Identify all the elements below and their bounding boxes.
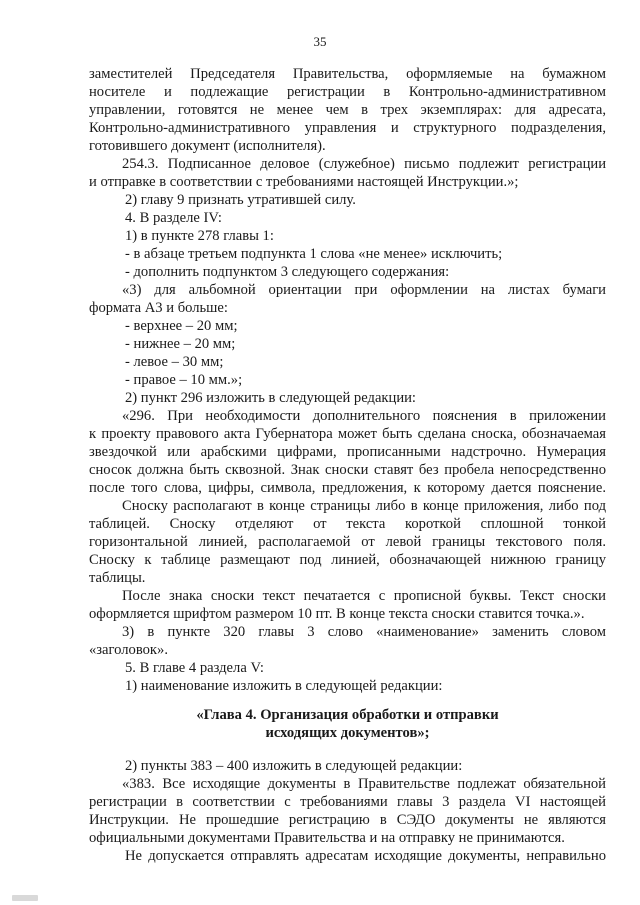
text-line: «3) для альбомной ориентации при оформлении на листах бумаги: [122, 282, 606, 298]
text-line: - в абзаце третьем подпункта 1 слова «не менее» исключить;: [125, 246, 503, 262]
text-line: формата А3 и больше:: [89, 300, 228, 316]
text-line: 1) в пункте 278 главы 1:: [125, 228, 274, 244]
chapter-heading-line: исходящих документов»;: [265, 725, 430, 741]
page-number: 35: [313, 34, 327, 49]
text-line: Контрольно-административного управления и структурного подразделения,: [89, 120, 606, 136]
text-line: носителе и подлежащие регистрации в Контрольно-административном: [89, 84, 606, 100]
text-line: - дополнить подпунктом 3 следующего содержания:: [125, 264, 450, 280]
text-line: горизонтальной линией, располагаемой от левой границы текстового поля.: [89, 534, 606, 550]
text-line: 2) главу 9 признать утратившей силу.: [125, 192, 356, 208]
scan-artifact: [12, 895, 38, 901]
text-line: 5. В главе 4 раздела V:: [125, 660, 264, 676]
text-line: «296. При необходимости дополнительного пояснения в приложении: [122, 408, 606, 424]
text-line: «заголовок».: [89, 642, 168, 658]
text-line: заместителей Председателя Правительства, оформляемые на бумажном: [89, 66, 606, 82]
text-line: После знака сноски текст печатается с прописной буквы. Текст сноски: [122, 588, 606, 604]
text-line: - верхнее – 20 мм;: [125, 318, 238, 334]
text-line: «383. Все исходящие документы в Правительстве подлежат обязательной: [122, 776, 606, 792]
text-line: 3) в пункте 320 главы 3 слово «наименование» заменить словом: [122, 624, 606, 640]
text-line: - левое – 30 мм;: [125, 354, 224, 370]
text-line: и отправке в соответствии с требованиями настоящей Инструкции.»;: [89, 174, 519, 190]
text-line: к проекту правового акта Губернатора может быть сделана сноска, обозначаемая: [89, 426, 606, 442]
text-line: 4. В разделе IV:: [125, 210, 222, 226]
text-line: 2) пункт 296 изложить в следующей редакции:: [125, 390, 416, 406]
text-line: готовившего документ (исполнителя).: [89, 138, 326, 154]
text-line: оформляется шрифтом размером 10 пт. В конце текста сноски ставится точка.».: [89, 606, 585, 622]
chapter-heading-line: «Глава 4. Организация обработки и отправки: [196, 707, 499, 723]
text-line: звездочкой или арабскими цифрами, прописанными надстрочно. Нумерация: [89, 444, 606, 460]
text-line: 1) наименование изложить в следующей редакции:: [125, 678, 443, 694]
text-line: Сноску располагают в конце страницы либо в конце приложения, либо под: [122, 498, 606, 514]
text-line: Не допускается отправлять адресатам исходящие документы, неправильно: [125, 848, 606, 864]
text-line: таблицы.: [89, 570, 146, 586]
text-line: 254.3. Подписанное деловое (служебное) письмо подлежит регистрации: [122, 156, 606, 172]
text-line: Инструкции. Не прошедшие регистрацию в СЭДО документы не являются: [89, 812, 606, 828]
text-line: сносок должна быть сквозной. Знак сноски ставят без пробела непосредственно: [89, 462, 606, 478]
text-line: управлении, готовятся не менее чем в трех экземплярах: для адресата,: [89, 102, 606, 118]
text-line: 2) пункты 383 – 400 изложить в следующей редакции:: [125, 758, 463, 774]
text-line: - нижнее – 20 мм;: [125, 336, 236, 352]
text-line: таблицей. Сноску отделяют от текста короткой сплошной тонкой: [89, 516, 606, 532]
text-line: официальными документами Правительства и на отправку не принимаются.: [89, 830, 565, 846]
text-line: регистрации в соответствии с требованиями главы 3 раздела VI настоящей: [89, 794, 606, 810]
text-line: Сноску к таблице размещают под линией, обозначающей нижнюю границу: [89, 552, 606, 568]
text-line: - правое – 10 мм.»;: [125, 372, 243, 388]
text-line: после того слова, цифры, символа, предложения, к которому дается пояснение.: [89, 480, 606, 496]
